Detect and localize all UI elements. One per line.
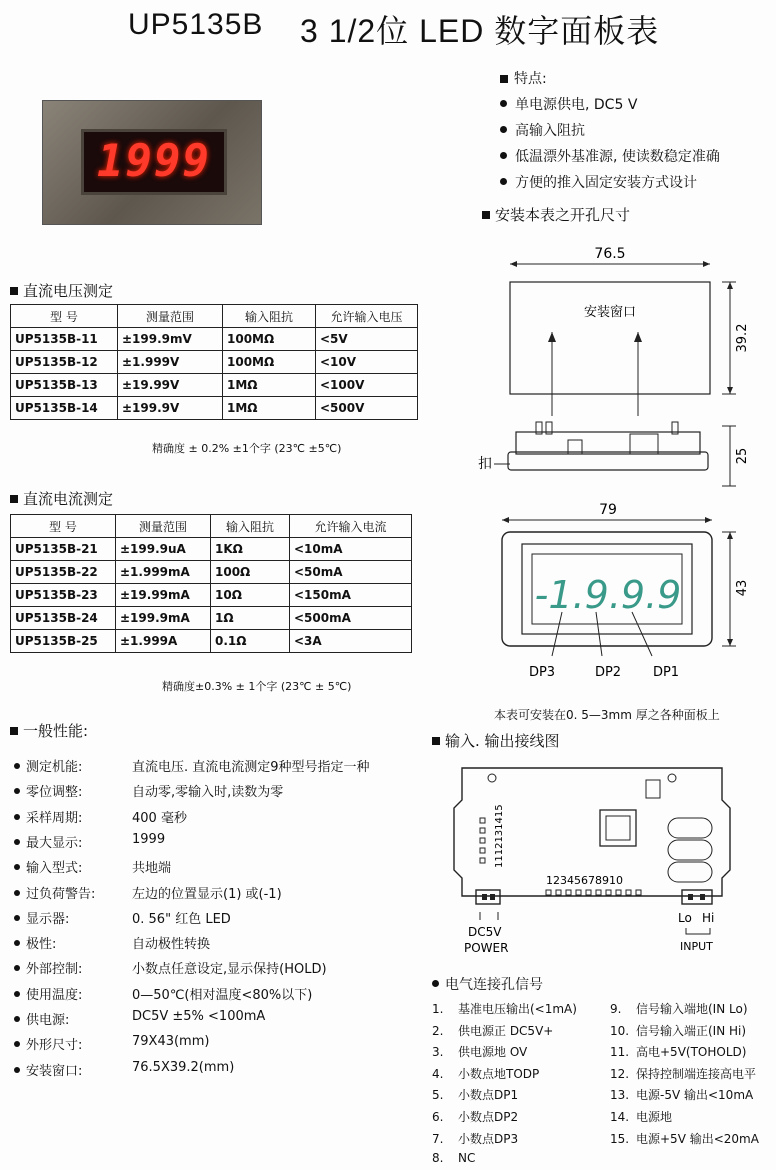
general-header: 一般性能: <box>10 720 88 741</box>
pin-number: 5. <box>432 1088 444 1103</box>
clip-label: 扣 <box>478 456 492 472</box>
top-width-label: 76.5 <box>594 246 626 262</box>
pin-number: 8. <box>432 1151 444 1166</box>
general-label: 安装窗口: <box>26 1063 83 1079</box>
vertical-pin-numbers: 1112131415 <box>494 804 505 868</box>
window-label: 安装窗口 <box>583 305 637 320</box>
pin-signal-item <box>432 1151 475 1165</box>
general-label: 采样周期: <box>26 810 83 826</box>
general-label: 极性: <box>26 937 57 953</box>
general-value: 400 毫秒 <box>132 810 187 826</box>
pin-description: 电源+5V 输出<20mA <box>636 1131 759 1146</box>
product-model: UP5135B <box>128 8 264 41</box>
product-photo <box>42 100 262 225</box>
pin-signal-item <box>432 1022 553 1039</box>
depth-label: 25 <box>735 447 750 465</box>
dc-voltage-table <box>10 304 418 420</box>
front-height-label: 43 <box>735 579 750 597</box>
general-value: 小数点任意设定,显示保持(HOLD) <box>132 962 327 978</box>
dc-voltage-accuracy: 精确度 ± 0.2% ±1个字 (23℃ ±5℃) <box>152 442 342 455</box>
pin-number: 7. <box>432 1131 444 1146</box>
pin-number: 2. <box>432 1023 444 1038</box>
pin-number: 10. <box>610 1023 630 1038</box>
wiring-diagram <box>440 760 760 956</box>
general-value: 0. 56" 红色 LED <box>132 911 231 927</box>
table-row: UP5135B-13 ±19.99V 1MΩ <100V <box>11 374 418 397</box>
pin-description: 信号输入端正(IN Hi) <box>636 1023 747 1038</box>
general-label: 供电源: <box>26 1013 70 1028</box>
horizontal-pin-numbers: 12345678910 <box>546 874 623 887</box>
general-value: 79X43(mm) <box>132 1034 210 1050</box>
table-row: UP5135B-14 ±199.9V 1MΩ <500V <box>11 397 418 420</box>
general-label: 显示器: <box>26 911 70 927</box>
general-value: 自动极性转换 <box>132 937 211 953</box>
general-label: 测定机能: <box>26 760 83 775</box>
general-value: 直流电压. 直流电流测定9种型号指定一种 <box>132 760 370 775</box>
pin-signal-item <box>610 1000 748 1017</box>
pin-number: 15. <box>610 1131 630 1146</box>
input-label: INPUT <box>680 940 713 953</box>
table-header-row: 型 号 测量范围 输入阻抗 允许输入电流 <box>11 515 412 538</box>
pin-signal-item <box>432 1043 527 1060</box>
front-width-label: 79 <box>599 502 617 518</box>
features-header: 特点: <box>500 68 547 88</box>
page-title: 3 1/2位 LED 数字面板表 <box>300 13 660 49</box>
general-label: 零位调整: <box>26 785 83 801</box>
pin-description: 保持控制端连接高电平 <box>636 1066 757 1081</box>
panel-thickness-note: 本表可安装在0. 5—3mm 厚之各种面板上 <box>494 708 720 722</box>
pin-description: 电源地 <box>636 1110 673 1124</box>
pin-description: 电源-5V 输出<10mA <box>636 1088 754 1103</box>
feature-item: 高输入阻抗 <box>500 120 585 140</box>
pin-signal-item <box>610 1086 753 1103</box>
led-display-window <box>81 129 227 195</box>
hi-label: Hi <box>702 911 715 925</box>
pin-signal-item <box>432 1130 518 1147</box>
power-label: POWER <box>464 941 509 955</box>
pin-number: 12. <box>610 1066 630 1081</box>
pin-signal-item <box>610 1130 759 1147</box>
general-label: 外部控制: <box>26 962 83 978</box>
pin-number: 13. <box>610 1088 630 1103</box>
pin-description: 基准电压输出(<1mA) <box>458 1002 577 1016</box>
dp1-label: DP1 <box>652 665 680 680</box>
table-row: UP5135B-21 ±199.9uA 1KΩ <10mA <box>11 538 412 561</box>
dc-voltage-header: 直流电压测定 <box>10 280 113 301</box>
pin-description: 小数点DP3 <box>458 1131 519 1146</box>
feature-item: 单电源供电, DC5 V <box>500 94 637 114</box>
dp2-label: DP2 <box>594 665 622 680</box>
dc5v-label: DC5V <box>468 925 502 939</box>
pin-signal-item <box>610 1065 756 1082</box>
pin-signal-item <box>432 1000 577 1017</box>
height-label: 39.2 <box>735 323 750 353</box>
cutout-header: 安装本表之开孔尺寸 <box>482 204 630 225</box>
pin-signal-item <box>432 1065 539 1082</box>
pin-number: 11. <box>610 1045 630 1060</box>
pin-description: 信号输入端地(IN Lo) <box>636 1002 748 1016</box>
pin-description: 高电+5V(TOHOLD) <box>636 1045 747 1060</box>
dp3-label: DP3 <box>528 665 556 680</box>
pin-number: 1. <box>432 1002 444 1016</box>
pin-number: 9. <box>610 1002 622 1016</box>
table-row: UP5135B-11 ±199.9mV 100MΩ <5V <box>11 328 418 351</box>
pin-description: 小数点DP2 <box>458 1110 519 1124</box>
dc-current-table <box>10 514 412 653</box>
dc-current-header: 直流电流测定 <box>10 488 113 509</box>
general-value: DC5V ±5% <100mA <box>132 1009 266 1024</box>
general-value: 自动零,零输入时,读数为零 <box>132 785 284 801</box>
table-row: UP5135B-23 ±19.99mA 10Ω <150mA <box>11 584 412 607</box>
pin-number: 3. <box>432 1045 444 1060</box>
table-row: UP5135B-12 ±1.999V 100MΩ <10V <box>11 351 418 374</box>
front-display-readout: -1.9.9.9 <box>534 573 682 617</box>
pin-signal-item <box>432 1086 518 1103</box>
general-label: 外形尺寸: <box>26 1038 83 1054</box>
pin-signal-item <box>610 1108 672 1125</box>
general-label: 输入型式: <box>26 861 83 877</box>
dimension-drawing <box>460 236 772 698</box>
general-value: 共地端 <box>132 861 172 877</box>
general-label: 最大显示: <box>26 835 83 851</box>
table-row: UP5135B-25 ±1.999A 0.1Ω <3A <box>11 630 412 653</box>
pin-number: 4. <box>432 1066 444 1081</box>
table-row: UP5135B-22 ±1.999mA 100Ω <50mA <box>11 561 412 584</box>
led-readout: 1999 <box>97 136 211 187</box>
pin-description: 供电源地 OV <box>458 1045 528 1060</box>
lo-label: Lo <box>678 911 692 925</box>
side-profile <box>516 432 700 454</box>
feature-item: 方便的推入固定安装方式设计 <box>500 172 697 192</box>
general-value: 0—50℃(相对温度<80%以下) <box>132 987 313 1003</box>
general-value: 左边的位置显示(1) 或(-1) <box>132 886 282 902</box>
general-value: 76.5X39.2(mm) <box>132 1059 235 1075</box>
pin-signal-item <box>610 1043 746 1060</box>
pin-description: 小数点地TODP <box>458 1066 540 1081</box>
general-label: 使用温度: <box>26 987 83 1003</box>
wiring-header: 输入. 输出接线图 <box>432 730 560 751</box>
power-connector <box>476 890 500 904</box>
pin-number: 6. <box>432 1110 444 1124</box>
table-header-row: 型 号 测量范围 输入阻抗 允许输入电压 <box>11 305 418 328</box>
pin-signal-item <box>432 1108 518 1125</box>
general-label: 过负荷警告: <box>26 886 96 902</box>
input-connector <box>682 890 712 904</box>
pin-description: NC <box>458 1151 476 1166</box>
pin-description: 供电源正 DC5V+ <box>458 1023 554 1038</box>
dc-current-accuracy: 精确度±0.3% ± 1个字 (23℃ ± 5℃) <box>162 680 352 693</box>
window-outline <box>510 282 710 394</box>
table-row: UP5135B-24 ±199.9mA 1Ω <500mA <box>11 607 412 630</box>
pins-header: 电气连接孔信号 <box>432 974 543 994</box>
pin-number: 14. <box>610 1110 630 1124</box>
feature-item: 低温漂外基准源, 使读数稳定准确 <box>500 146 720 166</box>
pin-signal-item <box>610 1022 746 1039</box>
pin-description: 小数点DP1 <box>458 1088 519 1103</box>
general-value: 1999 <box>132 831 166 847</box>
